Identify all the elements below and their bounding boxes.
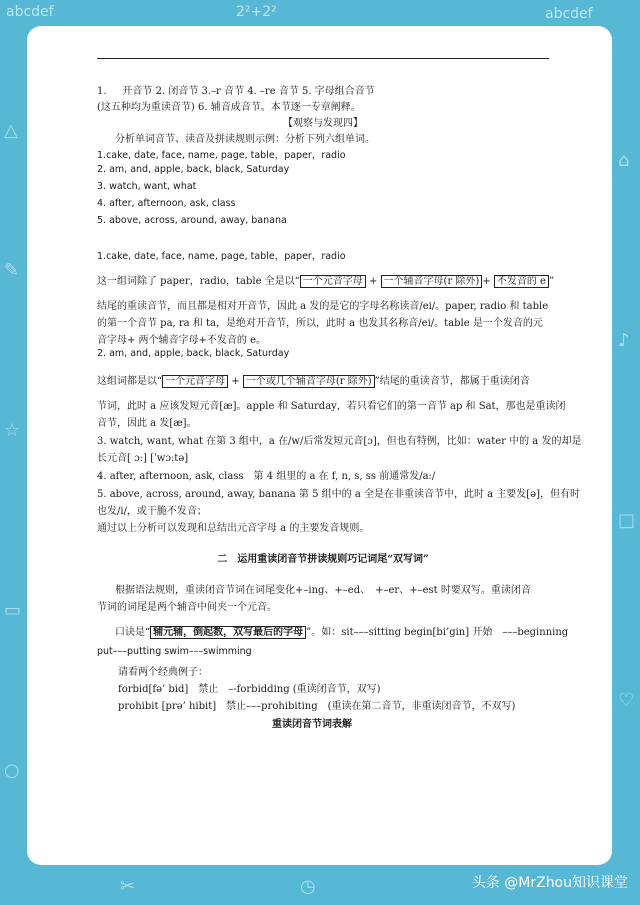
square-icon: □	[618, 510, 636, 531]
plus-sign: +	[365, 276, 381, 287]
mnemonic-text: 口诀是“	[115, 627, 151, 638]
word-group-3: 3. watch, want, what	[97, 181, 197, 192]
document-page	[27, 26, 612, 865]
boxed-mnemonic: 辅元辅，倒起数，双写最后的字母	[150, 626, 306, 639]
doubling-example: put–––putting swim–––swimming	[97, 646, 252, 657]
boxed-silent-e: 不发音的 e	[494, 275, 549, 288]
rule-text: 这一组词除了 paper，radio，table 全是以“	[97, 276, 300, 287]
group-1-rule	[97, 272, 554, 287]
doubling-rule: 节词的词尾是两个辅音中间夹一个元音。	[97, 602, 277, 613]
clock-icon: ◷	[300, 876, 316, 897]
example-prohibit: prohibit [prə’ hibit] 禁止–––prohibiting (重读在第二音节，非重读闭音节，不双写)	[118, 701, 516, 712]
example-forbid: forbid[fə’ bid] 禁止 –-forbidding (重读闭音节，双写)	[118, 684, 381, 695]
group-1-heading: 1.cake, date, face, name, page, table，paper，radio	[97, 251, 346, 262]
group-2-explanation: 音节，因此 a 发[æ]。	[97, 418, 197, 429]
scissors-icon: ✂	[120, 876, 136, 897]
quote-mark: ”	[548, 276, 555, 287]
house-icon: ⌂	[618, 150, 630, 171]
triangle-ruler-icon: △	[4, 120, 18, 141]
syllable-types-note: (这五种均为重读音节) 6. 辅音成音节。本节逐一专章阐释。	[97, 102, 361, 113]
music-note-icon: ♪	[618, 330, 630, 351]
examples-intro: 请看两个经典例子：	[118, 667, 208, 678]
boxed-consonant: 一个辅音字母(r 除外)	[381, 275, 483, 288]
boxed-vowel: 一个元音字母	[162, 375, 228, 388]
doodle-math: 2²+2²	[236, 4, 277, 20]
word-group-4: 4. after, afternoon, ask, class	[97, 198, 236, 209]
rule-text: ”结尾的重读音节，都属于重读闭音	[374, 376, 530, 387]
summary-line: 通过以上分析可以发现和总结出元音字母 a 的主要发音规则。	[97, 523, 370, 534]
pencil-icon: ✎	[4, 260, 20, 281]
analysis-intro: 分析单词音节、读音及拼读规则示例：分析下列六组单词。	[115, 134, 375, 145]
star-icon: ☆	[4, 420, 21, 441]
header-rule	[97, 58, 549, 59]
group-5-explanation: 5. above, across, around, away, banana 第 5 组中的 a 全是在非重读音节中，此时 a 主要发[ə]，但有时	[97, 489, 581, 500]
circle-icon: ○	[4, 760, 20, 781]
heart-icon: ♡	[618, 690, 635, 711]
boxed-vowel: 一个元音字母	[300, 275, 366, 288]
doodle-letters: abcdef	[6, 4, 54, 20]
boxed-consonants: 一个或几个辅音字母(r 除外)	[243, 375, 375, 388]
syllable-types-line: 1. 开音节 2. 闭音节 3.–r 音节 4. –re 音节 5. 字母组合音节	[97, 86, 375, 97]
group-2-heading: 2. am, and, apple, back, black, Saturday	[97, 348, 290, 359]
group-5-explanation: 也发/i/，或干脆不发音；	[97, 506, 207, 517]
doubling-rule: 根据语法规则，重读闭音节词在词尾变化+–ing、+–ed、 +–er、+–est 时要双写。重读闭音	[115, 585, 531, 596]
group-1-explanation: 结尾的重读音节，而且都是相对开音节，因此 a 发的是它的字母名称读音/ei/。paper, radio 和 table	[97, 301, 549, 312]
section-heading-observe: 【观察与发现四】	[283, 118, 363, 129]
group-3-explanation: 长元音[ ɔ:] [ˈwɔ:tə]	[97, 453, 189, 464]
section-heading-doubling: 二 运用重读闭音节拼读规则巧记词尾“双写词”	[217, 554, 429, 565]
group-1-explanation: 音字母+ 两个辅音字母+不发音的 e。	[97, 335, 267, 346]
rule-text: 这组词都是以“	[97, 376, 163, 387]
group-3-explanation: 3. watch, want, what 在第 3 组中，a 在/w/后常发短元音[ɔ]，但也有特例，比如：water 中的 a 发的却是	[97, 436, 582, 447]
plus-sign: +	[228, 376, 243, 387]
doodle-letters-right: abcdef	[545, 6, 593, 22]
mnemonic-example: ”。如：sit–––sitting begin[bi’gin] 开始 –––beginning	[306, 627, 569, 638]
group-2-explanation: 节词，此时 a 应该发短元音[æ]。apple 和 Saturday，若只看它们的第一音节 ap 和 Sat，那也是重读闭	[97, 401, 566, 412]
group-1-explanation: 的第一个音节 pa, ra 和 ta，是绝对开音节，所以，此时 a 也发其名称音/ei/。table 是一个发音的元	[97, 318, 543, 329]
plus-sign: +	[482, 276, 494, 287]
watermark: 头条 @MrZhou知识课堂	[471, 875, 628, 891]
mnemonic-line	[115, 623, 568, 638]
group-2-rule	[97, 372, 530, 387]
word-group-5: 5. above, across, around, away, banana	[97, 215, 287, 226]
word-group-1: 1.cake, date, face, name, page, table，paper，radio	[97, 150, 346, 161]
book-icon: ▭	[4, 600, 22, 621]
group-4-explanation: 4. after, afternoon, ask, class 第 4 组里的 a 在 f, n, s, ss 前通常发/a:/	[97, 471, 436, 482]
word-group-2: 2. am, and, apple, back, black, Saturday	[97, 164, 290, 175]
table-title: 重读闭音节词表解	[272, 719, 352, 730]
